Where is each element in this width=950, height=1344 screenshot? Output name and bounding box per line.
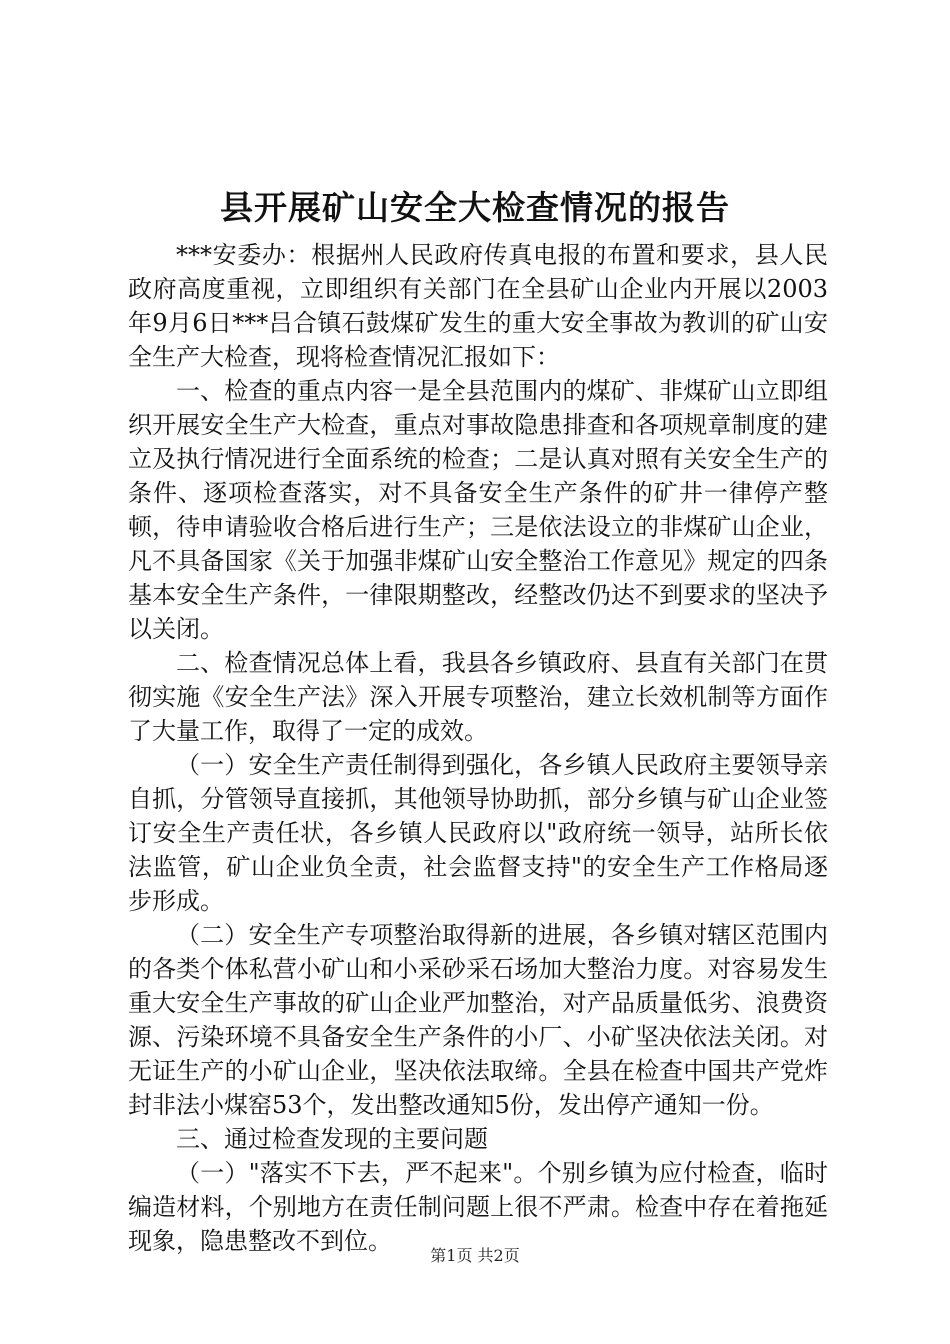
paragraph-section-2-item-2: （二）安全生产专项整治取得新的进展，各乡镇对辖区范围内的各类个体私营小矿山和小采砂采石场加大整治力度。对容易发生重大安全生产事故的矿山企业严加整治，对产品质量低劣、浪费资源、污染环境不具备安全生产条件的小厂、小矿坚决依法关闭。对无证生产的小矿山企业，坚决依法取缔。全县在检查中国共产党炸封非法小煤窑53个，发出整改通知5份，发出停产通知一份。 bbox=[128, 921, 828, 1119]
paragraph-section-3-heading: 三、通过检查发现的主要问题 bbox=[176, 1125, 488, 1153]
document-title: 县开展矿山安全大检查情况的报告 bbox=[220, 188, 730, 227]
paragraph-intro: ***安委办：根据州人民政府传真电报的布置和要求，县人民政府高度重视，立即组织有关部门在全县矿山企业内开展以2003年9月6日***吕合镇石鼓煤矿发生的重大安全事故为教训的矿山安全生产大检查，现将检查情况汇报如下： bbox=[128, 241, 828, 371]
document-body bbox=[128, 238, 828, 1258]
paragraph-section-3-item-1: （一）"落实不下去，严不起来"。个别乡镇为应付检查，临时编造材料，个别地方在责任制问题上很不严肃。检查中存在着拖延现象，隐患整改不到位。 bbox=[128, 1159, 828, 1255]
page-number-footer: 第1页 共2页 bbox=[430, 1246, 520, 1265]
paragraph-section-2-item-1: （一）安全生产责任制得到强化，各乡镇人民政府主要领导亲自抓，分管领导直接抓，其他领导协助抓，部分乡镇与矿山企业签订安全生产责任状，各乡镇人民政府以"政府统一领导，站所长依法监管，矿山企业负全责，社会监督支持"的安全生产工作格局逐步形成。 bbox=[128, 751, 828, 915]
paragraph-section-1: 一、检查的重点内容一是全县范围内的煤矿、非煤矿山立即组织开展安全生产大检查，重点对事故隐患排查和各项规章制度的建立及执行情况进行全面系统的检查；二是认真对照有关安全生产的条件、逐项检查落实，对不具备安全生产条件的矿井一律停产整顿，待申请验收合格后进行生产；三是依法设立的非煤矿山企业，凡不具备国家《关于加强非煤矿山安全整治工作意见》规定的四条基本安全生产条件，一律限期整改，经整改仍达不到要求的坚决予以关闭。 bbox=[128, 377, 828, 643]
paragraph-section-2: 二、检查情况总体上看，我县各乡镇政府、县直有关部门在贯彻实施《安全生产法》深入开展专项整治，建立长效机制等方面作了大量工作，取得了一定的成效。 bbox=[128, 649, 828, 745]
